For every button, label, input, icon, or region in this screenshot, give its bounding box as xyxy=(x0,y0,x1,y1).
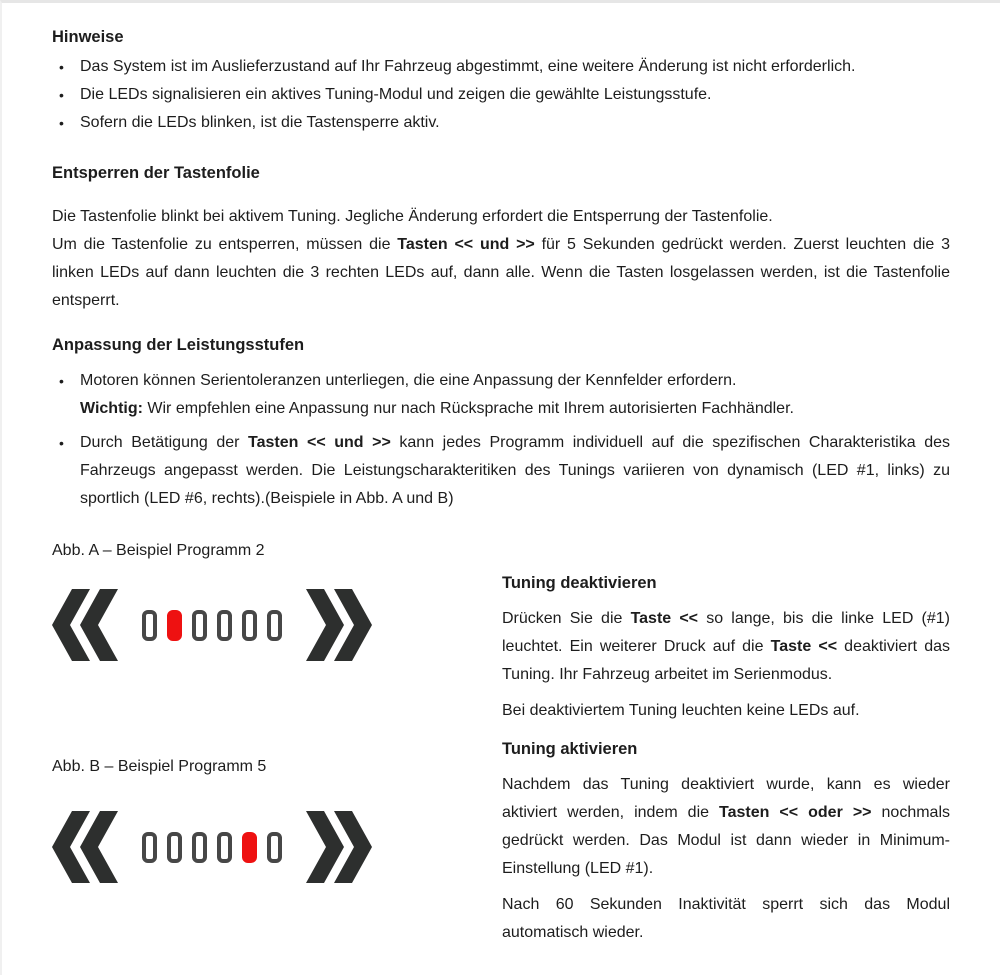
entsperren-title: Entsperren der Tastenfolie xyxy=(52,164,260,182)
aktivieren-paragraph-1: Nachdem das Tuning deaktiviert wurde, kann es wieder aktiviert werden, indem die Tasten << oder >> nochmals gedrückt werden. Das Modul ist dann wieder in Minimum-Einstellung (LED #1). xyxy=(502,776,951,877)
figure-b-label: Abb. B – Beispiel Programm 5 xyxy=(52,758,267,775)
section-entsperren xyxy=(52,159,950,315)
led-active xyxy=(167,610,182,641)
bullet-icon: • xyxy=(59,87,64,103)
bullet-icon: • xyxy=(59,115,64,131)
two-column-area xyxy=(52,537,950,947)
led xyxy=(267,832,282,863)
led xyxy=(267,610,282,641)
led-strip xyxy=(142,610,282,641)
hinweise-title: Hinweise xyxy=(52,28,124,46)
list-item xyxy=(52,367,950,423)
led-strip xyxy=(142,832,282,863)
entsperren-paragraph-1: Die Tastenfolie blinkt bei aktivem Tuning. Jegliche Änderung erfordert die Entsperrung der Tastenfolie. xyxy=(52,208,773,225)
list-item xyxy=(52,109,950,137)
hinweise-bullet-1: Das System ist im Auslieferzustand auf Ihr Fahrzeug abgestimmt, eine weitere Änderung ist nicht erforderlich. xyxy=(80,58,856,75)
figure-b xyxy=(52,811,502,883)
section-anpassung xyxy=(52,331,950,513)
section-hinweise xyxy=(52,23,950,137)
figures-column xyxy=(52,537,502,947)
spacer xyxy=(52,187,950,203)
bullet-icon: • xyxy=(59,59,64,75)
led-active xyxy=(242,832,257,863)
figure-a xyxy=(52,589,502,661)
hinweise-bullet-3: Sofern die LEDs blinken, ist die Tastensperre aktiv. xyxy=(80,114,440,131)
deaktivieren-title: Tuning deaktivieren xyxy=(502,574,657,592)
anpassung-bullet-1-line-1: Motoren können Serientoleranzen unterliegen, die eine Anpassung der Kennfelder erfordern. xyxy=(80,372,737,389)
list-item xyxy=(52,53,950,81)
bullet-icon: • xyxy=(59,435,64,451)
figure-a-label: Abb. A – Beispiel Programm 2 xyxy=(52,542,265,559)
double-chevron-right-icon xyxy=(306,589,372,661)
tuning-text-column xyxy=(502,569,950,947)
led xyxy=(142,610,157,641)
led xyxy=(192,610,207,641)
aktivieren-paragraph-2: Nach 60 Sekunden Inaktivität sperrt sich das Modul automatisch wieder. xyxy=(502,896,950,941)
bullet-icon: • xyxy=(59,373,64,389)
page xyxy=(2,3,1000,947)
list-item xyxy=(52,429,950,513)
double-chevron-right-icon xyxy=(306,811,372,883)
anpassung-bullet-1-line-2: Wichtig: Wir empfehlen eine Anpassung nur nach Rücksprache mit Ihrem autorisierten Fachhändler. xyxy=(80,400,794,417)
aktivieren-title: Tuning aktivieren xyxy=(502,740,638,758)
led xyxy=(242,610,257,641)
led xyxy=(217,832,232,863)
hinweise-bullet-2: Die LEDs signalisieren ein aktives Tuning-Modul und zeigen die gewählte Leistungsstufe. xyxy=(80,86,712,103)
led xyxy=(167,832,182,863)
entsperren-paragraph-2: Um die Tastenfolie zu entsperren, müssen die Tasten << und >> für 5 Sekunden gedrückt werden. Zuerst leuchten die 3 linken LEDs auf dann leuchten die 3 rechten LEDs auf, dann alle. Wenn die Tasten losgelassen werden, ist die Tastenfolie entsperrt. xyxy=(52,236,951,309)
deaktivieren-paragraph-2: Bei deaktiviertem Tuning leuchten keine LEDs auf. xyxy=(502,702,860,719)
double-chevron-left-icon xyxy=(52,589,118,661)
list-item xyxy=(52,81,950,109)
anpassung-title: Anpassung der Leistungsstufen xyxy=(52,336,305,354)
led xyxy=(217,610,232,641)
deaktivieren-paragraph-1: Drücken Sie die Taste << so lange, bis die linke LED (#1) leuchtet. Ein weiterer Druck auf die Taste << deaktiviert das Tuning. Ihr Fahrzeug arbeitet im Serienmodus. xyxy=(502,610,951,683)
led xyxy=(142,832,157,863)
hinweise-list xyxy=(52,53,950,137)
led xyxy=(192,832,207,863)
double-chevron-left-icon xyxy=(52,811,118,883)
anpassung-list xyxy=(52,367,950,513)
anpassung-bullet-2: Durch Betätigung der Tasten << und >> kann jedes Programm individuell auf die spezifischen Charakteristika des Fahrzeugs angepasst werden. Die Leistungscharakteritiken des Tunings variieren von dynamisch (LED #1, links) zu sportlich (LED #6, rechts).(Beispiele in Abb. A und B) xyxy=(80,434,950,507)
